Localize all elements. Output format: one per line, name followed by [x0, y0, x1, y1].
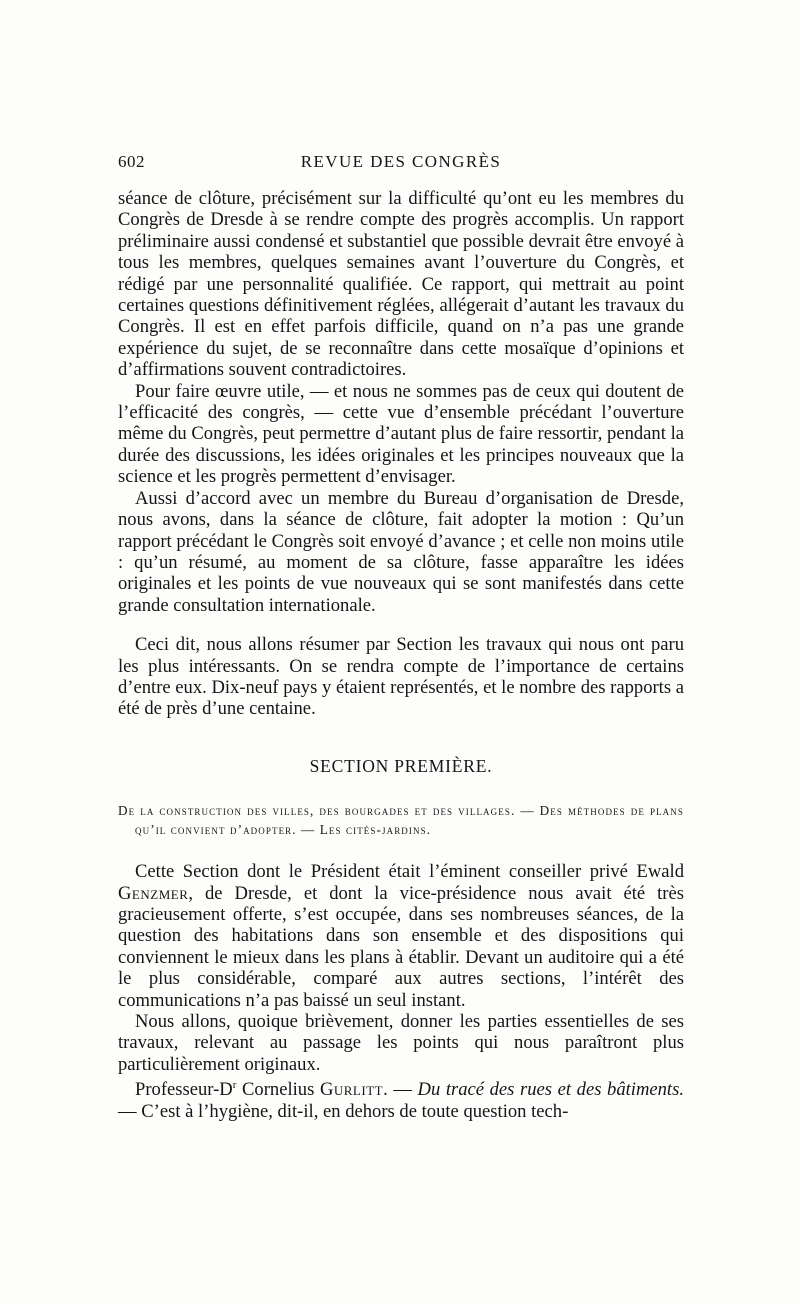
page-header [118, 152, 684, 176]
paragraph [118, 1075, 684, 1122]
body-text [118, 188, 684, 1122]
paragraph: Ceci dit, nous allons résumer par Section les travaux qui nous ont paru les plus intéressants. On se rendra compte de l’importance de certains d’entre eux. Dix-neuf pays y étaient représentés, et le nombre des rapports a été de près d’une centaine. [118, 634, 684, 720]
paragraph [118, 861, 684, 1011]
paragraph: Nous allons, quoique brièvement, donner les parties essentielles de ses travaux, relevant au passage les points qui nous paraîtront plus particulièrement originaux. [118, 1011, 684, 1075]
section-summary: De la construction des villes, des bourgades et des villages. — Des méthodes de plans qu’il convient d’adopter. — Les cités-jardins. [118, 803, 684, 838]
page-number: 602 [118, 152, 145, 171]
superscript: r [232, 1079, 237, 1092]
text-run: Professeur-D [135, 1079, 233, 1101]
work-title: Du tracé des rues et des bâtiments. [417, 1079, 684, 1101]
text-run: — C’est à l’hygiène, dit-il, en dehors de toute question tech- [118, 1100, 569, 1122]
text-run: Cette Section dont le Président était l’éminent conseiller privé Ewald [135, 861, 684, 883]
paragraph: séance de clôture, précisément sur la difficulté qu’ont eu les membres du Congrès de Dresde à se rendre compte des progrès accomplis. Un rapport préliminaire aussi condensé et substantiel que possible devrait être envoyé à tous les membres, quelques semaines avant l’ouverture du Congrès, et rédigé par une personnalité qualifiée. Ce rapport, qui mettrait au point certaines questions définitivement réglées, allégerait d’autant les travaux du Congrès. Il est en effet parfois difficile, quand on n’a pas une grande expérience du sujet, de se reconnaître dans cette mosaïque d’opinions et d’affirmations souvent contradictoires. [118, 188, 684, 381]
text-run: Cornelius [236, 1079, 315, 1101]
section-title: SECTION PREMIÈRE. [309, 755, 493, 776]
running-head: REVUE DES CONGRÈS [300, 152, 502, 171]
text-run: . — [383, 1079, 418, 1101]
paragraph: Aussi d’accord avec un membre du Bureau d’organisation de Dresde, nous avons, dans la séance de clôture, fait adopter la motion : Qu’un rapport précédant le Congrès soit envoyé d’avance ; et celle non moins utile : qu’un résumé, au moment de sa clôture, fasse apparaître les idées originales et les points de vue nouveaux qui se sont manifestés dans cette grande consultation internationale. [118, 487, 684, 616]
text-run: , de Dresde, et dont la vice-présidence nous avait été très gracieusement offerte, s’est occupée, dans ses nombreuses séances, de la question des habitations dans son ensemble et des dispositions qui conviennent le mieux dans les plans à établir. Devant un auditoire qui a été le plus considérable, comparé aux autres sections, l’intérêt des communications n’a pas baissé un seul instant. [118, 882, 684, 1011]
person-name: Genzmer [118, 882, 189, 904]
person-name: Gurlitt [319, 1079, 384, 1101]
paragraph: Pour faire œuvre utile, — et nous ne sommes pas de ceux qui doutent de l’efficacité des congrès, — cette vue d’ensemble précédant l’ouverture même du Congrès, peut permettre d’autant plus de faire ressortir, pendant la durée des discussions, les idées originales et les principes nouveaux que la science et les progrès permettent d’envisager. [118, 380, 684, 488]
